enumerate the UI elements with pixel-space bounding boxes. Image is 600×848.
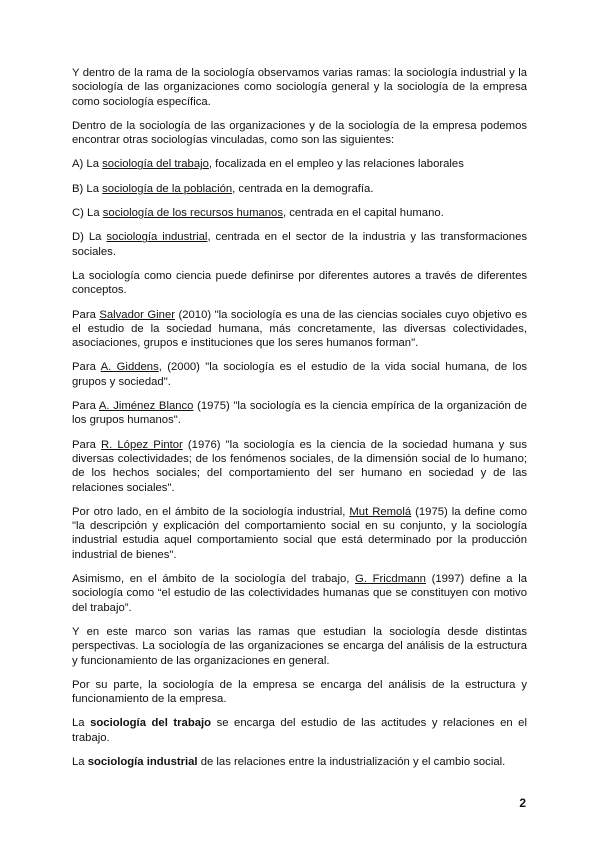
paragraph-related: Dentro de la sociología de las organizaciones y de la sociología de la empresa podemos encontrar otras sociologías vinculadas, como son las siguientes:	[72, 119, 527, 147]
paragraph-industrial-def: La sociología industrial de las relaciones entre la industrialización y el cambio social.	[72, 755, 506, 768]
link-jimenez-blanco[interactable]: A. Jiménez Blanco	[98, 400, 194, 413]
link-friedmann[interactable]: G. Fricdmann	[355, 573, 426, 586]
paragraph-trabajo-def: La sociología del trabajo se encarga del estudio de las actitudes y relaciones en el trabajo.	[72, 717, 527, 744]
bold-term-industrial: sociología industrial	[87, 755, 198, 768]
paragraph-friedmann: Asimismo, en el ámbito de la sociología del trabajo, G. Fricdmann (1997) define a la sociología como “el estudio de las colectividades humanas que se constituyen con motivo del trabajo”.	[72, 573, 527, 614]
link-mut-remola[interactable]: Mut Remolá	[349, 505, 412, 518]
paragraph-intro: Y dentro de la rama de la sociología observamos varias ramas: la sociología industrial y la sociología de las organizaciones como sociología general y la sociología de la empresa como sociología específica.	[72, 67, 527, 108]
bold-term-trabajo: sociología del trabajo	[90, 717, 212, 730]
list-item-b: B) La sociología de la población, centrada en la demografía.	[72, 182, 374, 195]
link-sociologia-industrial[interactable]: sociología industrial	[106, 231, 208, 244]
link-sociologia-trabajo[interactable]: sociología del trabajo	[102, 158, 209, 171]
list-item-a: A) La sociología del trabajo, focalizada en el empleo y las relaciones laborales	[72, 158, 464, 171]
document-page	[72, 66, 527, 779]
link-giddens[interactable]: A. Giddens	[100, 361, 159, 374]
link-sociologia-poblacion[interactable]: sociología de la población	[102, 182, 233, 195]
paragraph-giddens: Para A. Giddens, (2000) "la sociología es el estudio de la vida social humana, de los grupos y sociedad".	[72, 361, 527, 388]
link-lopez-pintor[interactable]: R. López Pintor	[100, 438, 183, 451]
paragraph-jimenez-blanco: Para A. Jiménez Blanco (1975) "la sociología es la ciencia empírica de la organización de los grupos humanos".	[72, 400, 527, 427]
paragraph-definition: La sociología como ciencia puede definirse por diferentes autores a través de diferentes conceptos.	[72, 269, 527, 297]
paragraph-mut-remola: Por otro lado, en el ámbito de la sociología industrial, Mut Remolá (1975) la define como "la descripción y explicación del comportamiento social en su conjunto, y la sociología industrial estudia aquel comportamiento social que está determinado por la producción industrial de bienes".	[72, 505, 527, 561]
paragraph-giner: Para Salvador Giner (2010) "la sociología es una de las ciencias sociales cuyo objetivo es el estudio de la sociedad humana, más concretamente, las diversas colectividades, asociaciones, grupos e instituciones que los seres humanos forman".	[72, 308, 527, 350]
list-item-d: D) La sociología industrial, centrada en el sector de la industria y las transformaciones sociales.	[72, 231, 528, 258]
page-number: 2	[519, 796, 526, 810]
paragraph-lopez-pintor: Para R. López Pintor (1976) "la sociología es la ciencia de la sociedad humana y sus diversas colectividades; de los fenómenos sociales, de la dimensión social de lo humano; de los hechos sociales; del comportamiento del ser humano en sociedad y de las relaciones sociales".	[72, 438, 527, 494]
list-item-c: C) La sociología de los recursos humanos, centrada en el capital humano.	[72, 207, 444, 220]
link-recursos-humanos[interactable]: sociología de los recursos humanos	[102, 207, 283, 220]
paragraph-empresa: Por su parte, la sociología de la empresa se encarga del análisis de la estructura y funcionamiento de la empresa.	[72, 678, 527, 706]
paragraph-ramas: Y en este marco son varias las ramas que estudian la sociología desde distintas perspectivas. La sociología de las organizaciones se encarga del análisis de la estructura y funcionamiento de las organizaciones en general.	[72, 625, 527, 667]
link-salvador-giner[interactable]: Salvador Giner	[99, 308, 175, 321]
